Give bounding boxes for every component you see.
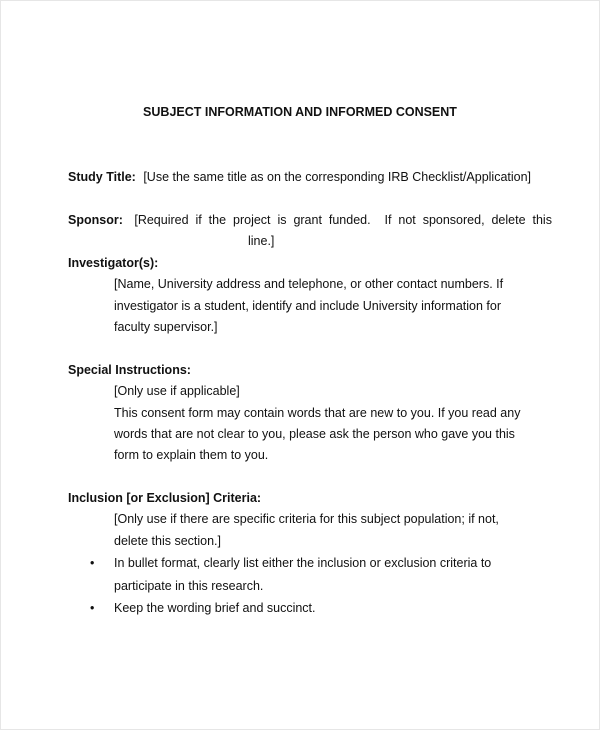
criteria-line-2: delete this section.]: [114, 534, 222, 548]
investigators-line-2: investigator is a student, identify and include University information for: [114, 299, 501, 313]
special-instructions-line-2: This consent form may contain words that are new to you. If you read any: [114, 406, 521, 420]
study-title-row: [68, 170, 531, 184]
special-instructions-line-1: [Only use if applicable]: [114, 384, 240, 398]
investigators-line-1: [Name, University address and telephone, or other contact numbers. If: [114, 277, 504, 291]
bullet-icon: •: [90, 601, 95, 615]
criteria-bullet-1-line-1: In bullet format, clearly list either the inclusion or exclusion criteria to: [114, 556, 492, 570]
bullet-icon: •: [90, 556, 95, 570]
sponsor-value-line-2: line.]: [248, 234, 275, 248]
sponsor-value-line-1: [Required if the project is grant funded. If not sponsored, delete this: [134, 213, 552, 227]
special-instructions-label: Special Instructions:: [68, 363, 191, 377]
investigators-label: Investigator(s):: [68, 256, 159, 270]
criteria-bullet-1-line-2: participate in this research.: [114, 579, 264, 593]
study-title-label: Study Title:: [68, 170, 136, 184]
sponsor-row: [68, 213, 552, 227]
criteria-bullet-2-line-1: Keep the wording brief and succinct.: [114, 601, 316, 615]
criteria-label: Inclusion [or Exclusion] Criteria:: [68, 491, 262, 505]
special-instructions-line-4: form to explain them to you.: [114, 448, 269, 462]
sponsor-label: Sponsor:: [68, 213, 123, 227]
document-title: SUBJECT INFORMATION AND INFORMED CONSENT: [143, 105, 457, 119]
special-instructions-line-3: words that are not clear to you, please ask the person who gave you this: [114, 427, 515, 441]
study-title-value: [Use the same title as on the corresponding IRB Checklist/Application]: [143, 170, 532, 184]
investigators-line-3: faculty supervisor.]: [114, 320, 218, 334]
criteria-line-1: [Only use if there are specific criteria for this subject population; if not,: [114, 512, 499, 526]
